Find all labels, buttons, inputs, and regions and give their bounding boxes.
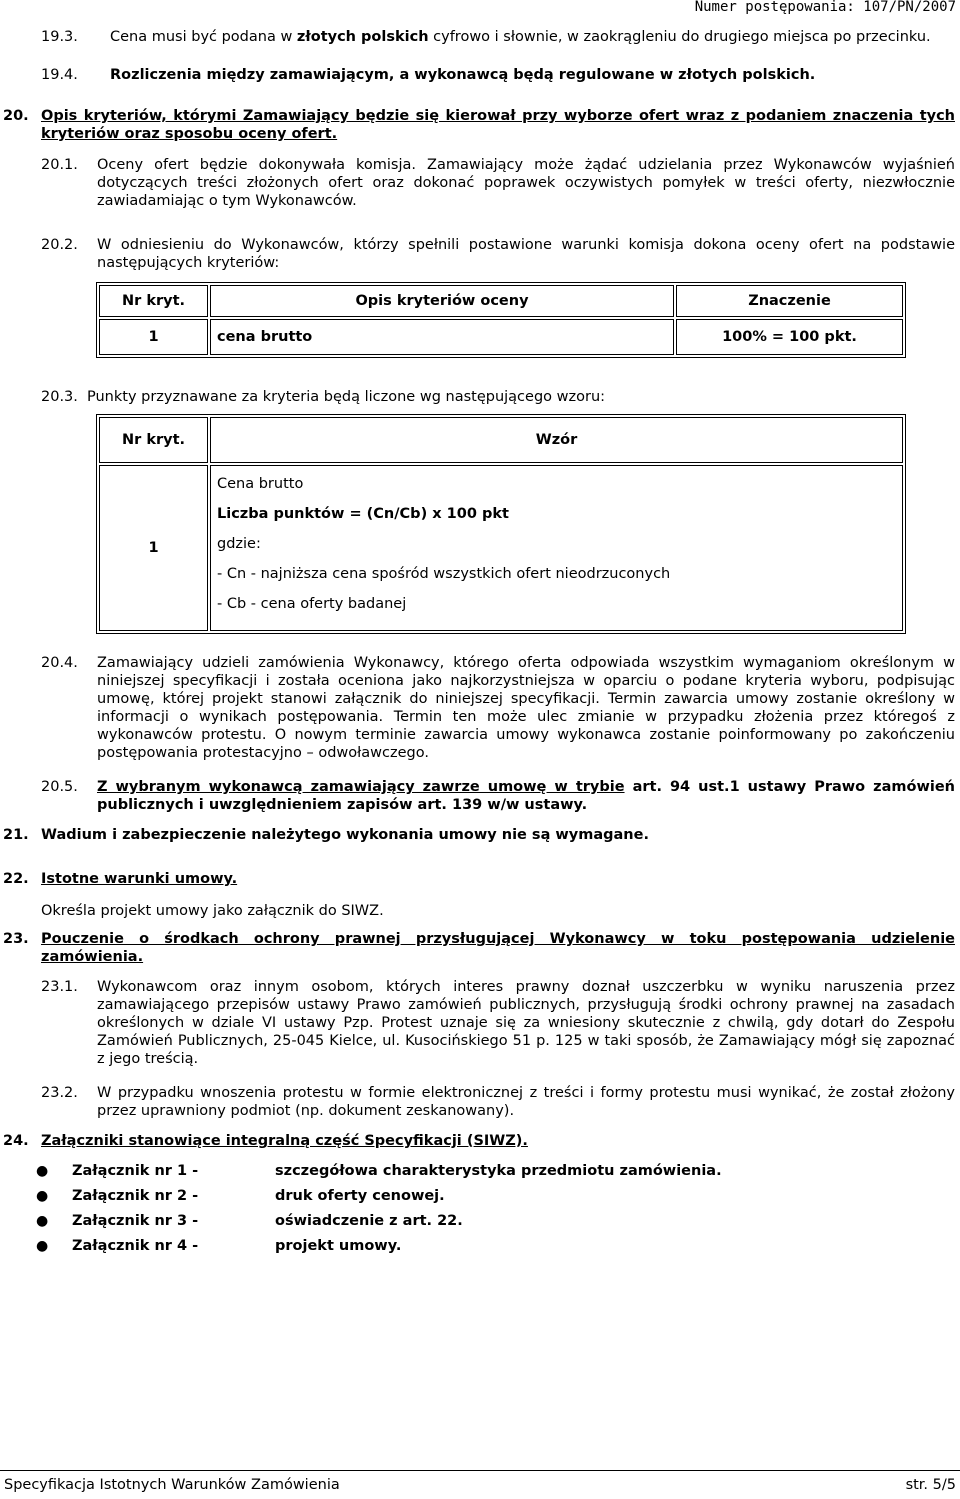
- table-row: [99, 465, 903, 631]
- section-number: 20.3.: [41, 389, 78, 405]
- formula-cell: [210, 465, 903, 631]
- formula-line: - Cb - cena oferty badanej: [217, 596, 407, 612]
- table-header-row: [99, 285, 903, 317]
- section-21-heading: Wadium i zabezpieczenie należytego wykonania umowy nie są wymagane.: [41, 827, 649, 843]
- table-header-cell: Opis kryteriów oceny: [210, 285, 674, 317]
- attachment-name: Załącznik nr 2 -: [72, 1188, 199, 1204]
- table-header-cell: Znaczenie: [676, 285, 903, 317]
- page-number: str. 5/5: [905, 1477, 956, 1493]
- section-23-heading: Pouczenie o środkach ochrony prawnej przysługującej Wykonawcy w toku postępowania udzielenie zamówienia.: [41, 931, 955, 965]
- section-20-1-text: Oceny ofert będzie dokonywała komisja. Zamawiający może żądać udzielania przez Wykonawców wyjaśnień dotyczących treści złożonych ofert oraz dokonać poprawek oczywistych pomyłek w treści oferty, niezwłocznie zawiadamiając o tym Wykonawców.: [97, 157, 955, 209]
- section-number: 20.5.: [41, 779, 78, 795]
- attachment-description: oświadczenie z art. 22.: [275, 1213, 463, 1229]
- section-number: 23.: [3, 931, 29, 947]
- formula-line: - Cn - najniższa cena spośród wszystkich ofert nieodrzuconych: [217, 566, 671, 582]
- section-number: 22.: [3, 871, 29, 887]
- table-cell: 1: [99, 465, 208, 631]
- text-bold: złotych polskich: [296, 29, 429, 45]
- document-reference: Numer postępowania: 107/PN/2007: [694, 0, 956, 15]
- attachment-name: Załącznik nr 3 -: [72, 1213, 199, 1229]
- bullet-icon: ●: [36, 1188, 49, 1204]
- attachment-description: druk oferty cenowej.: [275, 1188, 445, 1204]
- section-20-heading: Opis kryteriów, którymi Zamawiający będzie się kierował przy wyborze ofert wraz z podaniem znaczenia tych kryteriów oraz sposobu oceny ofert.: [41, 108, 955, 142]
- section-20-5-text: [97, 778, 955, 814]
- section-number: 20.1.: [41, 157, 78, 173]
- section-22-text: Określa projekt umowy jako załącznik do SIWZ.: [41, 903, 384, 919]
- formula-equation: Liczba punktów = (Cn/Cb) x 100 pkt: [217, 506, 509, 522]
- attachment-name: Załącznik nr 4 -: [72, 1238, 199, 1254]
- section-number: 24.: [3, 1133, 29, 1149]
- text-underlined: Z wybranym wykonawcą zamawiający zawrze umowę w trybie: [97, 779, 625, 795]
- bullet-icon: ●: [36, 1238, 49, 1254]
- section-number: 20.4.: [41, 655, 78, 671]
- section-number: 23.1.: [41, 979, 78, 995]
- table-cell: 100% = 100 pkt.: [676, 319, 903, 355]
- formula-line: Cena brutto: [217, 476, 304, 492]
- table-header-cell: Nr kryt.: [99, 285, 208, 317]
- section-number: 19.3.: [41, 29, 78, 45]
- section-20-3-text: Punkty przyznawane za kryteria będą liczone wg następującego wzoru:: [87, 389, 606, 405]
- section-number: 21.: [3, 827, 29, 843]
- bullet-icon: ●: [36, 1213, 49, 1229]
- formula-table: [96, 414, 906, 634]
- section-number: 20.: [3, 108, 29, 124]
- section-23-1-text: Wykonawcom oraz innym osobom, których interes prawny doznał uszczerbku w wyniku naruszenia przez zamawiającego przepisów ustawy Prawo zamówień publicznych, przysługują środki ochrony prawnej na zasadach określonych w dziale VI ustawy Pzp. Protest uznaje się za wniesiony skutecznie z chwilą, gdy dotarł do Zespołu Zamówień Publicznych, 25-045 Kielce, ul. Kusocińskiego 51 p. 125 w taki sposób, że Zamawiający mógł się zapoznać z jego treścią.: [97, 979, 955, 1067]
- section-24-heading: Załączniki stanowiące integralną część Specyfikacji (SIWZ).: [41, 1133, 528, 1149]
- section-20-2-text: W odniesieniu do Wykonawców, którzy spełnili postawione warunki komisja dokona oceny ofert na podstawie następujących kryteriów:: [97, 237, 955, 271]
- section-23-2-text: W przypadku wnoszenia protestu w formie elektronicznej z treści i formy protestu musi wynikać, że został złożony przez uprawniony podmiot (np. dokument zeskanowany).: [97, 1085, 955, 1119]
- footer-divider: [0, 1470, 960, 1471]
- table-cell: 1: [99, 319, 208, 355]
- section-number: 23.2.: [41, 1085, 78, 1101]
- section-number: 20.2.: [41, 237, 78, 253]
- table-header-row: [99, 417, 903, 463]
- attachment-description: szczegółowa charakterystyka przedmiotu zamówienia.: [275, 1163, 722, 1179]
- table-row: [99, 319, 903, 355]
- criteria-table: [96, 282, 906, 358]
- footer-title: Specyfikacja Istotnych Warunków Zamówienia: [4, 1477, 340, 1493]
- section-number: 19.4.: [41, 67, 78, 83]
- section-19-3-text: [110, 28, 955, 46]
- table-header-cell: Nr kryt.: [99, 417, 208, 463]
- formula-line: gdzie:: [217, 536, 261, 552]
- section-20-4-text: Zamawiający udzieli zamówienia Wykonawcy, którego oferta odpowiada wszystkim wymaganiom określonym w niniejszej specyfikacji i została oceniona jako najkorzystniejsza w oparciu o podane kryteria wyboru, podpisując umowę, której projekt stanowi załącznik do niniejszej specyfikacji. Termin zawarcia umowy zostanie określony w informacji o wynikach postępowania. Termin ten może ulec zmianie w przypadku złożenia przez któregoś z wykonawców protestu. O nowym terminie zawarcia umowy wykonawca zostanie poinformowany po zakończeniu postępowania protestacyjno – odwoławczego.: [97, 655, 955, 761]
- attachment-name: Załącznik nr 1 -: [72, 1163, 199, 1179]
- text-part: art. 94 ust.1 ustawy Prawo zamówień publicznych i uwzględnieniem zapisów art. 139 w/w ustawy.: [97, 779, 955, 813]
- text-part: cyfrowo i słownie, w zaokrągleniu do drugiego miejsca po przecinku.: [428, 29, 931, 45]
- table-header-cell: Wzór: [210, 417, 903, 463]
- attachment-description: projekt umowy.: [275, 1238, 402, 1254]
- table-cell: cena brutto: [210, 319, 674, 355]
- section-19-4-text: Rozliczenia między zamawiającym, a wykonawcą będą regulowane w złotych polskich.: [110, 67, 816, 83]
- section-22-heading: Istotne warunki umowy.: [41, 871, 238, 887]
- text-part: Cena musi być podana w: [110, 29, 297, 45]
- bullet-icon: ●: [36, 1163, 49, 1179]
